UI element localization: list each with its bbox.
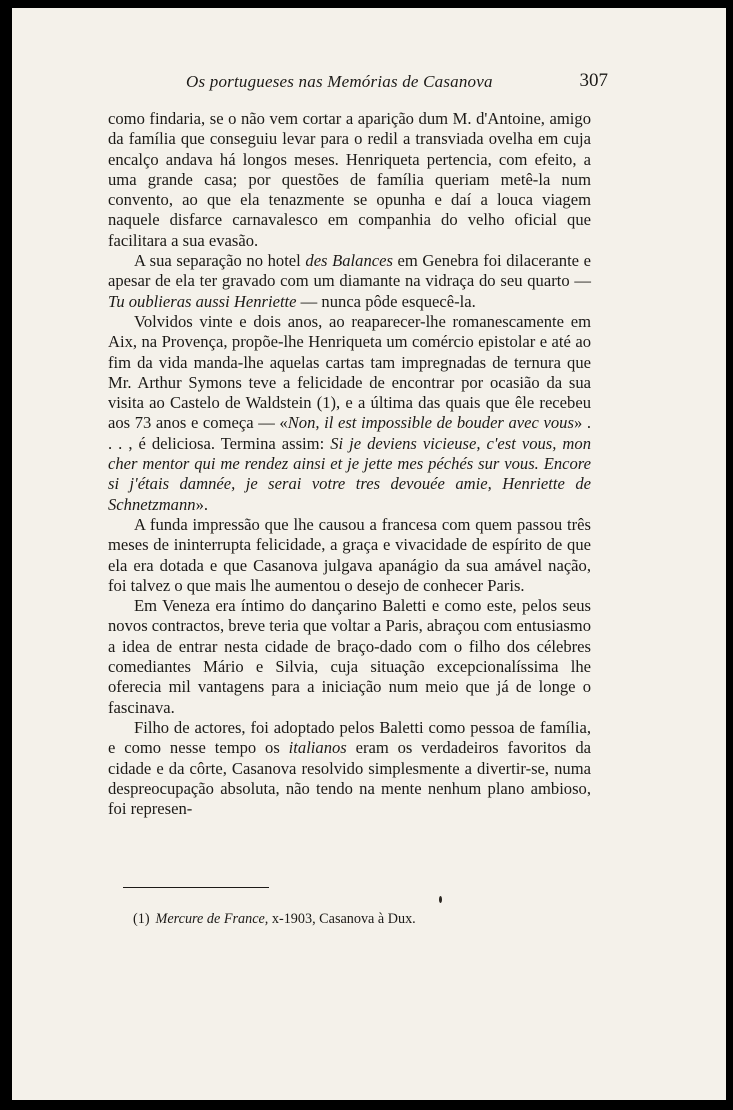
paragraph-3-text-e: ». [195, 494, 209, 514]
footnote-text: x-1903, Casanova à Dux. [268, 911, 416, 927]
paragraph-6-text-c: eram os verdadeiros favoritos da cidade e da côrte, Casanova resolvido simplesmente a divertir-se, numa despreocupação absoluta, não tendo na mente nenhum plano ambioso, foi represen- [108, 738, 591, 819]
footnote-mark: (1) [133, 911, 150, 927]
paragraph-3-text-a: Volvidos vinte e dois anos, ao reaparecer-lhe romanescamente em Aix, na Provença, propõe-lhe Henriqueta um comércio epistolar e até ao fim da vida manda-lhe aquelas cartas tam impregnadas de ternura que Mr. Arthur Symons teve a felicidade de encontrar por ocasião da sua visita ao Castelo de Waldstein (1), e a última das quais que êle recebeu aos 73 anos e começa — « [108, 311, 591, 433]
body-text [108, 109, 591, 819]
paragraph-6 [108, 718, 591, 819]
paragraph-6-italianos: italianos [288, 738, 347, 758]
paragraph-3-text-c: » . . . , é deliciosa. Termina assim: [108, 413, 591, 453]
paragraph-3-letter-opening: Non, il est impossible de bouder avec vous [287, 413, 574, 433]
paragraph-6-text-a: Filho de actores, foi adoptado pelos Baletti como pessoa de família, e como nesse tempo os [108, 717, 591, 758]
paragraph-5: Em Veneza era íntimo do dançarino Baletti e como este, pelos seus novos contractos, breve teria que voltar a Paris, abraçou com entusiasmo a idea de entrar nesta cidade de braço-dado com o filho dos célebres comediantes Mário e Silvia, cuja situação excepcionalíssima lhe oferecia mil vantagens para a iniciação num meio que já de longe o fascinava. [108, 596, 591, 717]
paragraph-2-text-e: — nunca pôde esquecê-la. [296, 291, 476, 311]
ink-spot [439, 896, 442, 903]
page-number: 307 [579, 70, 608, 91]
footnote-rule [123, 887, 269, 888]
paragraph-2-inscription: Tu oublieras aussi Henriette [108, 291, 297, 311]
paragraph-3-letter-closing: Si je deviens vicieuse, c'est vous, mon cher mentor qui me rendez ainsi et je jette mes péchés sur vous. Encore si j'étais damnée, je serai votre tres devouée amie, Henriette de Schnetzmann [108, 433, 591, 514]
page-header [108, 72, 608, 98]
paragraph-4: A funda impressão que lhe causou a francesa com quem passou três meses de ininterrupta felicidade, a graça e vivacidade de espírito de que ela era dotada e que Casanova julgava apanágio da sua amável nação, foi talvez o que mais lhe aumentou o desejo de conhecer Paris. [108, 514, 591, 595]
footnote [133, 911, 553, 928]
footnote-source: Mercure de France, [155, 911, 269, 927]
paragraph-2 [108, 251, 591, 312]
paragraph-3 [108, 312, 591, 515]
book-page [12, 8, 726, 1100]
running-head: Os portugueses nas Memórias de Casanova [186, 72, 493, 91]
paragraph-2-text-c: em Genebra foi dilacerante e apesar de ela ter gravado com um diamante na vidraça do seu quarto — [108, 251, 592, 291]
paragraph-1: como findaria, se o não vem cortar a aparição dum M. d'Antoine, amigo da família que conseguiu levar para o redil a transviada ovelha em cuja encalço andava há longos meses. Henriqueta pertencia, com efeito, a uma grande casa; por questões de família queriam metê-la num convento, ao que ela tenazmente se opunha e daí a louca viagem naquele disfarce carnavalesco em companhia do velho oficial que facilitara a sua evasão. [108, 109, 591, 250]
paragraph-2-hotel-name: des Balances [305, 251, 393, 271]
paragraph-2-text-a: A sua separação no hotel [134, 251, 306, 271]
